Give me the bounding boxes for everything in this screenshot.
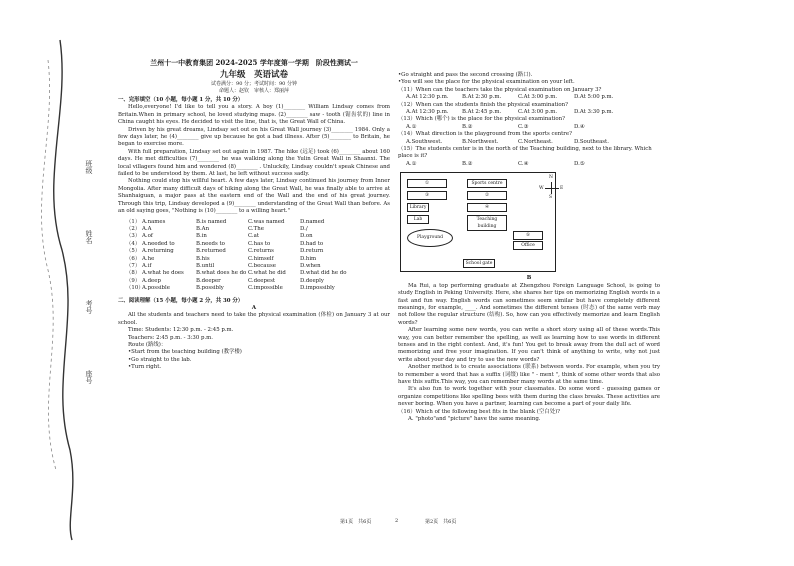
question-14: （14）What direction is the playground from the sports centre? [398, 131, 572, 138]
cloze-paragraph: Nothing could stop his willful heart. A few days later, Lindsay continued his journey from Inner Mongolia. After many difficult days of hiking along the Great Wall, he was finally able to arrive at Shanhaiguan, a major pass at the eastern end of the Wall and the end of his great journey. Through this trip, Lindsay developed a (9)________ understanding of the Great Wall than before. As an old saying goes, "Nothing is (10)________ to a willing heart." [118, 178, 390, 215]
passage-b-paragraph: It's also fun to work together with your classmates. Do some word - guessing games or organize competitions like spelling bees with them during the class breaks. These activities are never boring. When you have a partner, learning can become a part of your daily life. [398, 386, 660, 408]
option-c: C.because [248, 262, 276, 269]
question-number: （4） [126, 240, 141, 247]
question-12: （12）When can the students finish the physical examination? [398, 101, 569, 108]
passage-b-paragraph: Ma Rui, a top performing graduate at Zhengzhou Foreign Language School, is going to study English in Peking University. Here, she shares her tips on memorizing English words in a fast and fun way. English words can sometimes seem similar but have completely different meanings, for example, ____. And sometimes the different tenses (时态) of the same verb may not follow the regular structure (结构). So, how can you effectively memorize and learn English words? [398, 282, 660, 326]
option-b: B.in [196, 233, 207, 240]
left-page [118, 58, 390, 372]
compass-ew-line [545, 188, 559, 189]
option-a: A.names [142, 218, 166, 225]
option-d: D.④ [574, 123, 585, 130]
option-b: B.his [196, 255, 210, 262]
page-footer-right: 第2页 共6页 [425, 519, 457, 525]
question-number: （6） [126, 255, 141, 262]
binding-label-class: 班级 [85, 160, 93, 174]
option-a: A.what he does [142, 270, 184, 277]
passage-b-paragraph: Another method is to create associations (联系) between words. For example, when you try to remember a word that has a suffix (词缀) like " - ment ", think of some other words that also have this suffix.This way, you can remember many words at the same time. [398, 364, 660, 385]
map-teaching-building: Teaching building [467, 215, 507, 231]
option-c: C.has to [248, 240, 271, 247]
map-place-3: ③ [407, 191, 447, 200]
option-a: A.returning [142, 248, 174, 255]
option-b: B.what does he do [196, 270, 247, 277]
option-row [126, 278, 390, 285]
map-sports-centre: Sports centre [467, 179, 507, 188]
option-row [126, 256, 390, 263]
map-place-5: ⑤ [513, 231, 543, 240]
option-b: B.is named [196, 218, 227, 225]
route-line: •Go straight and pass the second crossing (路口). [398, 72, 533, 78]
question-11-options [406, 94, 660, 101]
section-2-heading: 二、阅读理解（15 小题，每小题 2 分，共 30 分） [118, 297, 244, 304]
passage-b-label: B [526, 275, 532, 282]
option-a: A.A [142, 225, 152, 232]
passage-b-paragraph: After learning some new words, you can write a short story using all of these words.This way, you can better remember the spelling, as well as learning how to use words in different tenses and in the right context. And, it's fun! You get to break away from the dull act of word memorizing and free your imagination. If you can't think of anything to write, why not just write about your day and try to use the new words? [398, 327, 660, 363]
map-playground: Playground [407, 229, 453, 247]
map-lab: Lab [407, 215, 429, 224]
map-school-gate: School gate [463, 259, 495, 268]
option-a: A.he [142, 255, 155, 262]
option-c: C.At 3:00 p.m. [518, 109, 558, 116]
question-15: （15）The students center is in the north of the Teaching building, next to the library. Which place is it? [398, 146, 652, 160]
option-b: B.until [196, 262, 215, 269]
option-d: D.when [300, 262, 321, 269]
passage-a-intro: All the students and teachers need to take the physical examination (体检) on January 3 at our school. [118, 312, 390, 326]
question-16: （16）Which of the following best fits in the blank (空白处)? [398, 408, 561, 415]
schedule-line: Time: Students: 12:30 p.m. - 2:45 p.m. [128, 327, 234, 334]
question-number: （10） [126, 285, 144, 292]
map-place-2: ② [467, 191, 507, 200]
option-c: C.At 3:00 p.m. [518, 94, 558, 101]
map-office: Office [513, 241, 543, 250]
option-c: C.impossible [248, 285, 283, 292]
route-line: •You will see the place for the physical examination on your left. [398, 79, 575, 86]
exam-meta-1: 试卷满分：90 分；考试时间：90 分钟 [211, 81, 297, 87]
option-c: C.The [248, 225, 264, 232]
option-a: A.of [142, 233, 153, 240]
compass-north: N [549, 175, 553, 181]
map-library: Library [407, 203, 429, 212]
option-a: A.possible [142, 285, 170, 292]
map-place-4: ④ [467, 203, 507, 212]
option-d: D.At 3:30 p.m. [574, 109, 614, 116]
option-row [126, 233, 390, 240]
binding-label-exam-no: 考号 [85, 300, 93, 314]
option-a: A.Southwest. [406, 138, 443, 145]
option-d: D.⑤ [574, 160, 585, 167]
option-c: C.deepest [248, 277, 276, 284]
question-number: （1） [126, 218, 141, 225]
option-d: D.deeply [300, 277, 324, 284]
compass-west: W [539, 186, 544, 192]
route-line: •Turn right. [128, 364, 162, 371]
option-b: B.An [196, 225, 210, 232]
option-d: D./ [300, 225, 308, 232]
option-d: D.return [300, 248, 324, 255]
option-a: A.At 12:30 p.m. [406, 94, 449, 101]
option-b: B.② [462, 123, 473, 130]
question-16-option-a: A. "photo"and "picture" have the same meaning. [408, 416, 541, 422]
option-d: D.what did he do [300, 270, 347, 277]
option-d: D.on [300, 233, 313, 240]
option-c: C.Northeast. [518, 138, 553, 145]
option-c: C.returns [248, 248, 274, 255]
schedule-line: Route (路线)： [128, 342, 167, 348]
cloze-paragraph: Hello,everyone! I'd like to tell you a story. A boy (1)________ William Lindsay comes from Britain.When in primary school, he loved studying maps. (2)________ saw - tooth (锯齿状的) line in China caught his eyes. He decided to visit the line, that is, the Great Wall of China. [118, 104, 390, 126]
route-line: •Go straight to the lab. [128, 356, 192, 363]
option-b: B.needs to [196, 240, 225, 247]
compass-rose [539, 175, 564, 201]
exam-subject: 九年级 英语试卷 [219, 70, 288, 80]
option-c: C.④ [518, 160, 529, 167]
option-d: D.had to [300, 240, 324, 247]
option-a: A.needed to [142, 240, 175, 247]
question-number: （8） [126, 270, 141, 277]
option-a: A.if [142, 262, 152, 269]
binding-label-name: 姓名 [85, 230, 93, 244]
option-b: B.At 2:45 p.m. [462, 109, 502, 116]
option-a: A.① [406, 160, 417, 167]
option-b: B.At 2:30 p.m. [462, 94, 502, 101]
section-1-heading: 一、完形填空（10 小题，每小题 1 分，共 10 分） [118, 97, 244, 103]
option-a: A.deep [142, 277, 161, 284]
compass-east: E [560, 186, 564, 192]
option-row [126, 226, 390, 233]
question-number: （2） [126, 225, 141, 232]
passage-a-label: A [251, 304, 257, 311]
binding-label-seat-no: 座号 [85, 370, 93, 384]
question-number: （5） [126, 248, 141, 255]
binding-line [0, 0, 112, 562]
option-row [126, 270, 390, 277]
campus-map [400, 172, 564, 272]
option-row [126, 241, 390, 248]
option-d: D.Southeast. [574, 138, 609, 145]
right-page [398, 72, 660, 423]
question-14-options [406, 139, 660, 146]
cloze-options [118, 219, 390, 293]
option-c: C.was named [248, 218, 285, 225]
option-row [126, 263, 390, 270]
option-c: C.at [248, 233, 260, 240]
question-13: （13）Which (哪个) is the place for the physical examination? [398, 116, 566, 123]
question-number: （3） [126, 233, 141, 240]
option-d: D.named [300, 218, 325, 225]
exam-meta-2: 命题人：赵钦 审核人：郑丽萍 [218, 88, 289, 94]
question-15-options [406, 161, 660, 168]
option-b: B.deeper [196, 277, 221, 284]
option-row [126, 285, 390, 292]
option-b: B.returned [196, 248, 226, 255]
cloze-paragraph: With full preparation, Lindsay set out again in 1987. The hike (远足) took (6)________ about 160 days. He met difficulties (7)________ he was walking along the Yulin Great Wall in Shaanxi. The local villagers found him and wondered (8)________ . Unluckily, Lindsay couldn't speak Chinese and failed to be understood by them. At last, he left without success sadly. [118, 148, 390, 178]
compass-south: S [549, 195, 553, 201]
option-d: D.impossibly [300, 285, 335, 292]
question-number: （9） [126, 277, 141, 284]
map-place-1: ① [407, 179, 447, 188]
option-b: B.possibly [196, 285, 224, 292]
option-d: D.At 5:00 p.m. [574, 94, 614, 101]
cloze-paragraph: Driven by his great dreams, Lindsay set out on his Great Wall journey (3)________ 1984. Only a few days later, he (4)________ give up because he got a bad illness. After (5)________ to Britain, he began to exercise more. [118, 126, 390, 148]
question-number: （7） [126, 262, 141, 269]
binding-margin [0, 0, 112, 562]
option-b: B.② [462, 160, 473, 167]
page-footer-left: 第1页 共6页 [340, 519, 372, 525]
option-a: A.At 12:30 p.m. [406, 109, 449, 116]
question-11: （11）When can the teachers take the physical examination on January 3? [398, 86, 602, 93]
schedule-line: Teachers: 2:45 p.m. - 3:30 p.m. [128, 334, 213, 341]
option-c: C.what he did [248, 270, 286, 277]
schedule-block [128, 327, 390, 371]
option-row [126, 248, 390, 255]
option-d: D.him [300, 255, 317, 262]
route-line: •Start from the teaching building (教学楼) [128, 349, 242, 356]
option-a: A.① [406, 123, 417, 130]
page-footer-mid: 2 [395, 518, 399, 524]
option-row [126, 219, 390, 226]
option-c: C.③ [518, 123, 529, 130]
option-b: B.Northwest. [462, 138, 499, 145]
option-c: C.himself [248, 255, 274, 262]
exam-title: 兰州十一中教育集团 2024-2025 学年度第一学期 阶段性测试一 [150, 58, 358, 67]
